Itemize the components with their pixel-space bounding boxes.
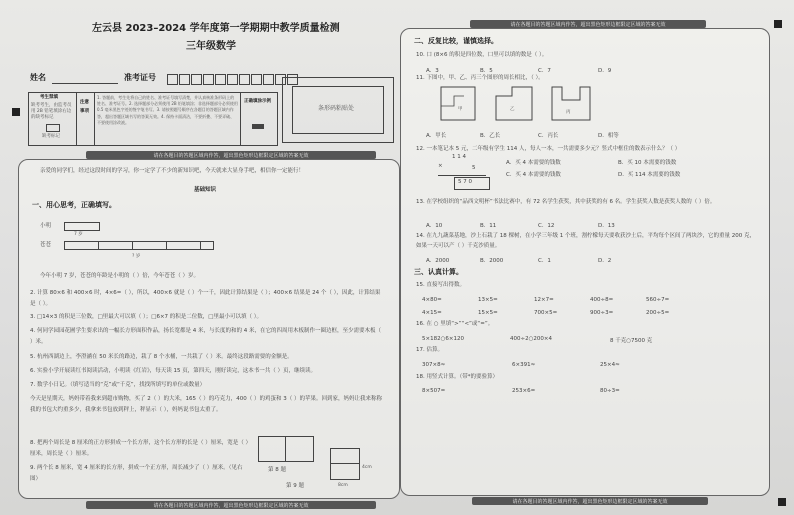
q3-text: 3. □14×3 的积是三位数，□里最大可以填（ ）；□6×7 的积是二位数，□里最小可以填（ ）。 <box>30 314 262 320</box>
q12-vertical-top: 1 1 4 <box>452 154 466 160</box>
q18-text: 18. 用竖式计算。（带*的要验算） <box>416 374 498 380</box>
q9-figure <box>330 448 360 480</box>
q16-text: 16. 在 ○ 里填“>”“<”或“=”。 <box>416 321 494 327</box>
fill-example-mark <box>252 124 264 129</box>
q13-text: 13. 在学校组织的“品西文明杯”书法比赛中，有 72 名学生获奖，其中获奖的有 6 名。学生获奖人数是获奖人数的（ ）倍。 <box>416 199 716 205</box>
q8-figure <box>258 436 314 462</box>
q1-age-big: ? 岁 <box>132 254 141 259</box>
q15-item: 4×15= <box>422 310 442 316</box>
name-underline <box>52 83 118 84</box>
exam-subject: 三年级数学 <box>186 41 236 52</box>
q15-item: 12×7= <box>534 297 554 303</box>
q6-text: 6. 实验小学开展读红书阅读活动，小明读《红岩》，每天读 15 页，第四天，刚好读完，这本书一共（ ）页，继续读。 <box>30 368 316 374</box>
q12-vertical-result: 5 7 0 <box>458 179 472 185</box>
q15-item: 700×5= <box>534 310 558 316</box>
q16-item: 400÷2○200×4 <box>510 336 553 342</box>
q12-option-b[interactable]: B．买 10 本需要的钱数 <box>618 160 677 166</box>
q15-item: 13×5= <box>478 297 498 303</box>
q1-age-small: 7 岁 <box>74 232 83 237</box>
q13-option-c[interactable]: C．12 <box>538 223 555 229</box>
ticket-label: 准考证号 <box>124 73 156 82</box>
q11-option-d[interactable]: D．相等 <box>598 133 619 139</box>
sample-title: 考生禁填 <box>40 95 58 100</box>
ticket-number-boxes[interactable] <box>167 71 299 87</box>
section-3-heading: 三、认真计算。 <box>414 268 463 276</box>
q12-option-a[interactable]: A．买 4 本需要的钱数 <box>506 160 561 166</box>
q2-text: 2. 计算 80×6 和 400×6 时，4×6=（ ），所以，400×6 就是（ ）个一千，因此计算结果是（ ）；400×6 结果是 24 个（ ），因此，计算结果是（ ）。 <box>30 290 381 307</box>
q18-item: 253×6= <box>512 388 536 394</box>
q10-option-d[interactable]: D．9 <box>598 68 612 74</box>
q14-option-d[interactable]: D．2 <box>598 258 612 264</box>
q1-xiaoming-bar <box>64 222 100 231</box>
q14-text: 14. 在九九蔬菜基地，沙上石栽了 18 棵树，在小学三年级 1 个班，割柠檬每天要收获沙土后，平均每个区间了两块沙，它的重量 200 克，如果一天可以产（ ）千克沙质量。 <box>416 233 755 249</box>
q12-option-c[interactable]: C．买 4 本需要的钱数 <box>506 172 561 178</box>
name-label: 姓名 <box>30 73 46 82</box>
notes-text: 1. 答题前，考生先将自己的姓名、准考证号填写清楚，并认真核准条形码上的姓名、准考证号。2. 选择题部分必须使用 2B 铅笔填涂；非选择题部分必须使用 0.5 毫米黑色字迹的签字笔书写。3. 请按照题号顺序在各题目的答题区域内作答，超出答题区域书写的答案无效。4. 保持卡面清洁，不要折叠、不要弄破、不要使用涂改液。 <box>97 95 238 125</box>
notes-label: 注意事项 <box>80 100 89 114</box>
q16-item: 8 千克○7500 克 <box>610 338 653 344</box>
registration-mark-bottom-right <box>778 498 786 506</box>
q8-figure-label: 第 8 题 <box>268 467 286 473</box>
q13-option-a[interactable]: A．10 <box>426 223 443 229</box>
q7-story: 今天是星期天，妈妈带着我来到超市购物，买了 2（ ）的大米，165（ ）的巧克力，400（ ）的鸡蛋和 3（ ）的苹果。回到家，妈妈让我来称称我的书包大约重多少，我拿来书包放到秤上，秤显示（ ），妈妈说书包太重了。 <box>30 396 382 413</box>
q14-option-a[interactable]: A．2000 <box>426 258 450 264</box>
q11-option-a[interactable]: A．甲长 <box>426 133 447 139</box>
q13-option-b[interactable]: B．11 <box>480 223 497 229</box>
q1-xiaoming-label: 小明 <box>40 223 52 229</box>
q1-qiqi-bar <box>64 241 214 250</box>
q9-4cm-label: 4cm <box>362 465 372 470</box>
q11-label-bing: 丙 <box>566 110 571 115</box>
q7-text: 7. 数学小日记。（填写适当的“克”或“千克”，找找所填写的单位或数量） <box>30 382 206 388</box>
fill-example-label: 正确填涂示例 <box>244 99 271 104</box>
q11-option-c[interactable]: C．丙长 <box>538 133 559 139</box>
q17-item: 25×4≈ <box>600 362 620 368</box>
q10-option-b[interactable]: B．5 <box>480 68 493 74</box>
q11-shapes-figure <box>440 86 600 122</box>
q18-item: 80÷3= <box>600 388 620 394</box>
q11-text: 11. 下图中，甲、乙、丙三个图形的周长相比，（ ）。 <box>416 75 544 81</box>
registration-mark-left <box>12 108 20 116</box>
q12-text: 12. 一本笔记本 5 元，二年级有学生 114 人，每人一本，一共需要多少元？竖式中框住的数表示什么？（ ） <box>416 146 681 152</box>
q9-figure-label: 第 9 题 <box>286 483 304 489</box>
sample-text: 缺考考生，由监考员用 2B 铅笔填涂右边的缺考标记 <box>31 103 72 120</box>
absence-mark-box[interactable] <box>46 124 60 132</box>
q15-item: 900÷3= <box>590 310 614 316</box>
absence-mark-caption: 缺考标记 <box>42 134 60 139</box>
intro-text: 亲爱的同学们，经过这段时间的学习，你一定学了不少的新知识吧，今天就来大显身手吧，相信你一定能行！ <box>40 168 305 174</box>
q1-text: 今年小明 7 岁，苍苍的年龄是小明的（ ）倍，今年苍苍（ ）岁。 <box>40 273 199 279</box>
q4-text: 4. 何同学园园花圃学生要求出的一幅长方形面积作品，扬长宽都是 4 米，与长度的和的 4 米，在它的四周用木板制作一圈边框，至少需要木板（ ）米。 <box>30 328 381 345</box>
q10-option-c[interactable]: C．7 <box>538 68 551 74</box>
q17-item: 6×391≈ <box>512 362 536 368</box>
left-footer-banner: 请在各题目的答题区域内作答，超出黑色矩形边框限定区域的答案无效 <box>86 501 376 509</box>
q15-item: 400÷8= <box>590 297 614 303</box>
q11-label-yi: 乙 <box>510 107 515 112</box>
registration-mark-top-right <box>774 20 782 28</box>
q9-8cm-label: 8cm <box>338 483 348 488</box>
q9-text: 9. 两个长 8 厘米，宽 4 厘米的长方形，拼成一个正方形，周长减少了（ ）厘米。（见右图） <box>30 465 243 482</box>
q15-item: 560÷7= <box>646 297 670 303</box>
q15-item: 200÷5= <box>646 310 670 316</box>
q1-qiqi-label: 苍苍 <box>40 242 52 248</box>
q16-item: 5×182○6×120 <box>422 336 465 342</box>
q11-label-jia: 甲 <box>458 107 463 112</box>
q11-option-b[interactable]: B．乙长 <box>480 133 501 139</box>
q17-text: 17. 估算。 <box>416 347 443 353</box>
section-2-heading: 二、反复比较，谨慎选择。 <box>414 37 498 45</box>
section-basic-heading: 基础知识 <box>194 187 217 193</box>
q10-option-a[interactable]: A．3 <box>426 68 439 74</box>
q10-text: 10. 口 (8×6 的积是四位数，口里可以填的数是（ ）。 <box>416 52 548 58</box>
q15-item: 4×80= <box>422 297 442 303</box>
q12-vertical-result-box <box>454 177 490 190</box>
right-footer-banner: 请在各题目的答题区域内作答，超出黑色矩形边框限定区域的答案无效 <box>472 497 708 505</box>
q15-text: 15. 直接写出得数。 <box>416 282 465 288</box>
q8-text: 8. 把两个周长是 8 厘米的正方形拼成一个长方形，这个长方形的长是（ ）厘米，宽是（ ）厘米，周长是（ ）厘米。 <box>30 440 249 457</box>
q17-item: 307×8≈ <box>422 362 446 368</box>
exam-title: 左云县 2023–2024 学年度第一学期期中教学质量检测 <box>92 23 340 34</box>
q12-vertical-multiplier: 5 <box>472 165 476 171</box>
q12-option-d[interactable]: D．买 114 本需要的钱数 <box>618 172 681 178</box>
barcode-label: 条形码粘贴处 <box>318 105 355 112</box>
q14-option-b[interactable]: B．2000 <box>480 258 504 264</box>
q14-option-c[interactable]: C．1 <box>538 258 551 264</box>
right-top-banner: 请在各题目的答题区域内作答，超出黑色矩形边框限定区域的答案无效 <box>470 20 706 28</box>
q13-option-d[interactable]: D．13 <box>598 223 615 229</box>
section-1-heading: 一、用心思考，正确填写。 <box>32 201 116 209</box>
q5-text: 5. 杭州西湖边上，李澄涵在 50 米长的路边，栽了 8 个水桶，一共栽了（ ）米。最终这段路需要的金额是。 <box>30 354 293 360</box>
left-top-banner: 请在各题目的答题区域内作答，超出黑色矩形边框限定区域的答案无效 <box>86 151 376 159</box>
q15-item: 15×5= <box>478 310 498 316</box>
q18-item: 8×507= <box>422 388 446 394</box>
q12-vertical-times: × <box>438 163 443 169</box>
